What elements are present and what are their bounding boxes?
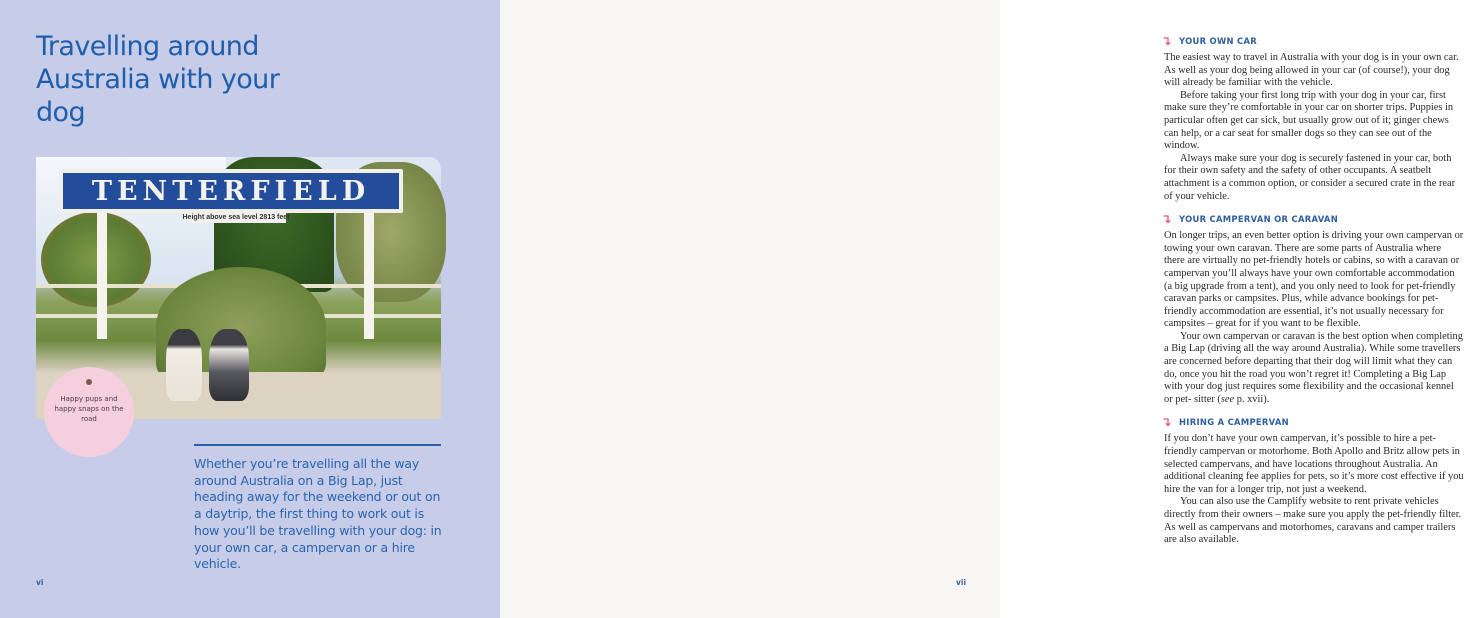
left-page [0, 0, 500, 618]
section-title: YOUR CAMPERVAN OR CARAVAN [1179, 214, 1339, 225]
intro-paragraph: Whether you’re travelling all the way around Australia on a Big Lap, just heading away for the weekend or out on a daytrip, the first thing to work out is how you’ll be travelling with your dog: in your own car, a campervan or a hire vehicle. [194, 456, 442, 572]
photo-tree-left [41, 212, 151, 307]
station-sign [59, 169, 403, 213]
paragraph: On longer trips, an even better option is driving your own campervan or towing your own caravan. There are some parts of Australia where there are virtually no pet-friendly hotels or cabins, so with a caravan or campervan you’ll always have your own comfortable accommodation (a big upgrade from a tent), and you only need to look for pet-friendly caravan parks or campsites. Plus, while advance bookings for pet-friendly accommodation are essential, it’s not usually necessary for campsites – great for if you want to be flexible. [1164, 230, 1464, 330]
station-sign-text: TENTERFIELD [63, 173, 399, 209]
section-heading [1162, 415, 1464, 429]
page-title: Travelling around Australia with your dog [36, 31, 280, 128]
section-campervan-caravan [1164, 212, 1464, 406]
tag-hole-icon [86, 379, 92, 385]
section-title: HIRING A CAMPERVAN [1179, 417, 1289, 428]
page-number-right: vii [956, 578, 967, 587]
paragraph: Before taking your first long trip with your dog in your car, first make sure they’re comfortable in your car on shorter trips. Puppies in particular often get car sick, but usually grow out of it; ginger chews can help, or a car seat for smaller dogs so they can see out of the window. [1164, 89, 1454, 152]
photo-caption: Happy pups and happy snaps on the road [54, 395, 124, 423]
page-reference: p. xvii). [1234, 393, 1270, 405]
section-hiring-campervan [1164, 415, 1464, 546]
paragraph: If you don’t have your own campervan, it’s possible to hire a pet-friendly campervan or motorhome. Both Apollo and Britz allow pets in selected campervans, and have locations throughout Australia. An additional cleaning fee applies for pets, so it’s more cost effective if you hire the van for a longer trip, not just a weekend. [1164, 433, 1464, 495]
divider-rule [194, 444, 441, 446]
section-heading [1162, 34, 1464, 48]
section-own-car [1164, 34, 1464, 203]
arrow-down-right-icon [1162, 36, 1172, 46]
dog-right [209, 329, 249, 401]
elevation-plaque: Height above sea level 2813 feet [182, 214, 290, 221]
section-heading [1162, 212, 1464, 226]
right-page [500, 0, 1464, 618]
arrow-down-right-icon [1162, 214, 1172, 224]
page-number-left: vi [36, 578, 44, 587]
paragraph: The easiest way to travel in Australia with your dog is in your own car. As well as your dog being allowed in your car (of course!), your dog will already be familiar with the vehicle. [1164, 52, 1459, 89]
caption-badge [46, 369, 132, 455]
arrow-down-right-icon [1162, 417, 1172, 427]
sign-post [97, 209, 107, 339]
paragraph: Always make sure your dog is securely fastened in your car, both for their own safety and the safety of other occupants. A seatbelt attachment is a common option, or consider a secured crate in the rear of your vehicle. [1164, 152, 1456, 202]
dog-left [166, 329, 202, 401]
paragraph: You can also use the Camplify website to rent private vehicles directly from their owners – make sure you apply the pet-friendly filter. As well as campervans and motorhomes, caravans and camper trailers are also available. [1164, 496, 1462, 546]
body-column [1164, 34, 1464, 556]
see-italic: see [1220, 393, 1235, 405]
section-title: YOUR OWN CAR [1179, 36, 1258, 46]
paragraph [1164, 331, 1464, 407]
sign-post [364, 209, 374, 339]
paragraph-text: Your own campervan or caravan is the best option when completing a Big Lap (driving all the way around Australia). While some travellers are concerned before departing that their dog will limit what they can do, once you hit the road you won’t regret it! Completing a Big Lap with your dog just requires some flexibility and the occasional kennel or pet- sitter ( [1164, 330, 1463, 405]
